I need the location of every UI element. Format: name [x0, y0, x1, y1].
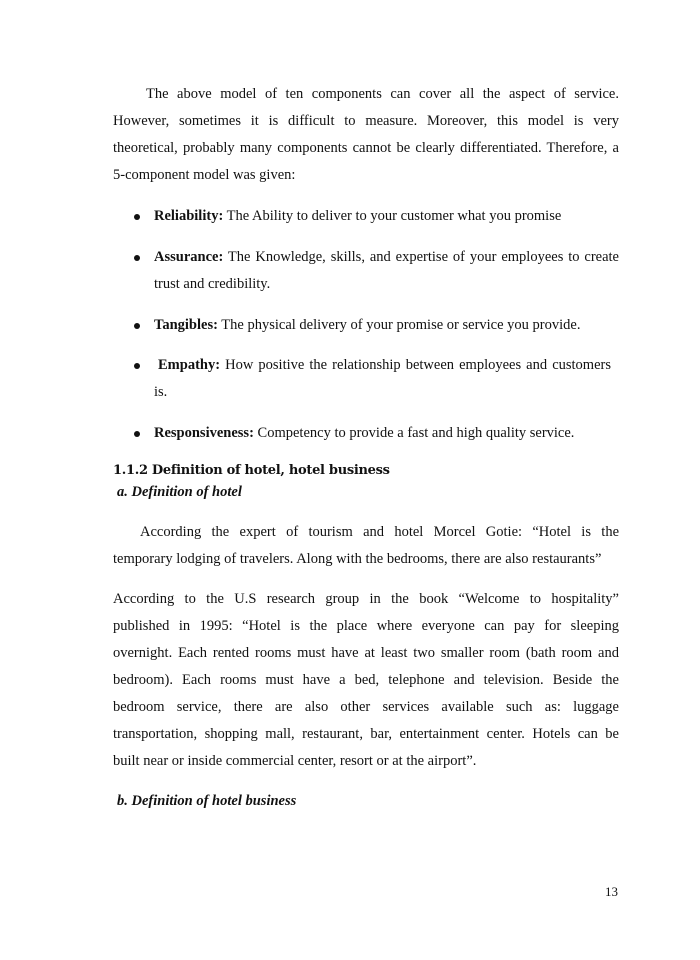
bullet-item — [154, 420, 619, 447]
text-line: bedroom service, there are also other services available such as: luggage — [113, 699, 619, 715]
text-line: published in 1995: “Hotel is the place where everyone can pay for sleeping — [113, 618, 619, 634]
text-line: According to the U.S research group in the book “Welcome to hospitality” — [113, 591, 619, 607]
bullet-text: Competency to provide a fast and high quality service. — [253, 425, 575, 441]
text-line: built near or inside commercial center, resort or at the airport”. — [113, 753, 477, 769]
bullet-label: Reliability: — [154, 208, 224, 224]
text-line: theoretical, probably many components cannot be clearly differentiated. Therefore, a — [113, 140, 619, 156]
text-line: However, sometimes it is difficult to measure. Moreover, this model is very — [113, 113, 619, 129]
bullet-text: The Knowledge, skills, and expertise of your employees to create — [223, 249, 619, 265]
bullet-item — [154, 312, 619, 339]
intro-paragraph — [113, 81, 619, 189]
hotel-definition-paragraph-1 — [113, 519, 619, 573]
text-line: transportation, shopping mall, restaurant, bar, entertainment center. Hotels can be — [113, 726, 619, 742]
bullet-text: How positive the relationship between employees and customers — [220, 357, 611, 373]
bullet-icon — [134, 323, 140, 329]
text-line: overnight. Each rented rooms must have at least two smaller room (bath room and — [113, 645, 619, 661]
text-line: bedroom). Each rooms must have a bed, telephone and television. Beside the — [113, 672, 619, 688]
text-line: 5-component model was given: — [113, 167, 296, 183]
bullet-item — [154, 352, 619, 406]
bullet-label: Responsiveness: — [154, 425, 254, 441]
bullet-label: Assurance: — [154, 249, 224, 265]
bullet-icon — [134, 255, 140, 261]
bullet-item — [154, 244, 619, 298]
bullet-text: is. — [154, 384, 168, 400]
bullet-item — [154, 203, 619, 230]
subsection-heading-a: a. Definition of hotel — [117, 484, 242, 500]
section-heading: 1.1.2 Definition of hotel, hotel business — [113, 463, 390, 478]
bullet-label: Tangibles: — [154, 317, 218, 333]
text-line: According the expert of tourism and hotel Morcel Gotie: “Hotel is the — [140, 524, 619, 540]
bullet-icon — [134, 431, 140, 437]
page-number: 13 — [605, 884, 618, 899]
text-line: temporary lodging of travelers. Along with the bedrooms, there are also restaurants” — [113, 551, 602, 567]
bullet-text: The physical delivery of your promise or service you provide. — [217, 317, 581, 333]
bullet-icon — [134, 214, 140, 220]
bullet-label: Empathy: — [158, 357, 221, 373]
text-line: The above model of ten components can cover all the aspect of service. — [146, 86, 619, 102]
bullet-icon — [134, 363, 140, 369]
subsection-heading-b: b. Definition of hotel business — [117, 793, 297, 809]
bullet-text: trust and credibility. — [154, 276, 271, 292]
hotel-definition-paragraph-2 — [113, 586, 619, 775]
bullet-text: The Ability to deliver to your customer what you promise — [223, 208, 562, 224]
